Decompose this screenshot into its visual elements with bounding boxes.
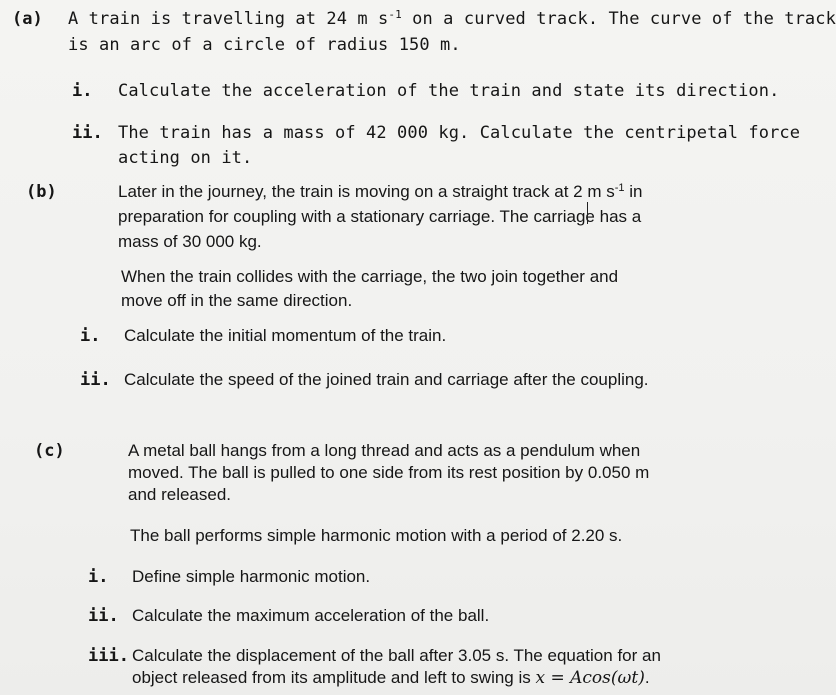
part-a-intro-line1: A train is travelling at 24 m $s^{-1}$ on a curved track. The curve of the track [68,8,836,29]
part-c-para2: The ball performs simple harmonic motion with a period of 2.20 s. [130,526,623,545]
part-c-iii-line2: object released from its amplitude and left to swing is x = Acos(ωt). [132,668,650,688]
part-b-para1-line1: Later in the journey, the train is moving on a straight track at 2 m $s^{-1}$ in [118,182,643,201]
shm-equation: x = Acos(ωt) [535,668,645,688]
part-a-intro-line2: is an arc of a circle of radius 150 m. [68,35,461,55]
part-b-i-label: i. [80,326,101,346]
part-c-i-text: Define simple harmonic motion. [132,567,371,586]
part-a-ii-line2: acting on it. [118,148,253,168]
part-b-para2-line2: move off in the same direction. [121,291,353,310]
part-b-ii-text: Calculate the speed of the joined train and carriage after the coupling. [124,370,649,389]
part-b-para1-line3: mass of 30 000 kg. [118,232,262,251]
part-c-para1-line3: and released. [128,485,232,504]
part-c-iii-line1: Calculate the displacement of the ball after 3.05 s. The equation for an [132,646,661,665]
part-b-i-text: Calculate the initial momentum of the train. [124,326,447,345]
part-c-i-label: i. [88,567,109,587]
part-a-i-text: Calculate the acceleration of the train and state its direction. [118,81,780,101]
part-c-ii-label: ii. [88,606,119,626]
part-c-label: (c) [34,441,65,461]
part-a-ii-label: ii. [72,123,103,143]
part-c-iii-label: iii. [88,646,129,666]
part-b-label: (b) [26,182,57,202]
text-cursor-icon [587,202,596,224]
part-b-para2-line1: When the train collides with the carriage, the two join together and [121,267,619,286]
part-a-i-label: i. [72,81,93,101]
part-c-para1-line2: moved. The ball is pulled to one side from its rest position by 0.050 m [128,463,650,482]
part-c-ii-text: Calculate the maximum acceleration of the ball. [132,606,490,625]
part-c-para1-line1: A metal ball hangs from a long thread and acts as a pendulum when [128,441,641,460]
part-b-ii-label: ii. [80,370,111,390]
part-a-label: (a) [12,9,43,29]
part-a-ii-line1: The train has a mass of 42 000 kg. Calculate the centripetal force [118,123,801,143]
part-b-para1-line2: preparation for coupling with a stationary carriage. The carriage has a [118,207,642,226]
